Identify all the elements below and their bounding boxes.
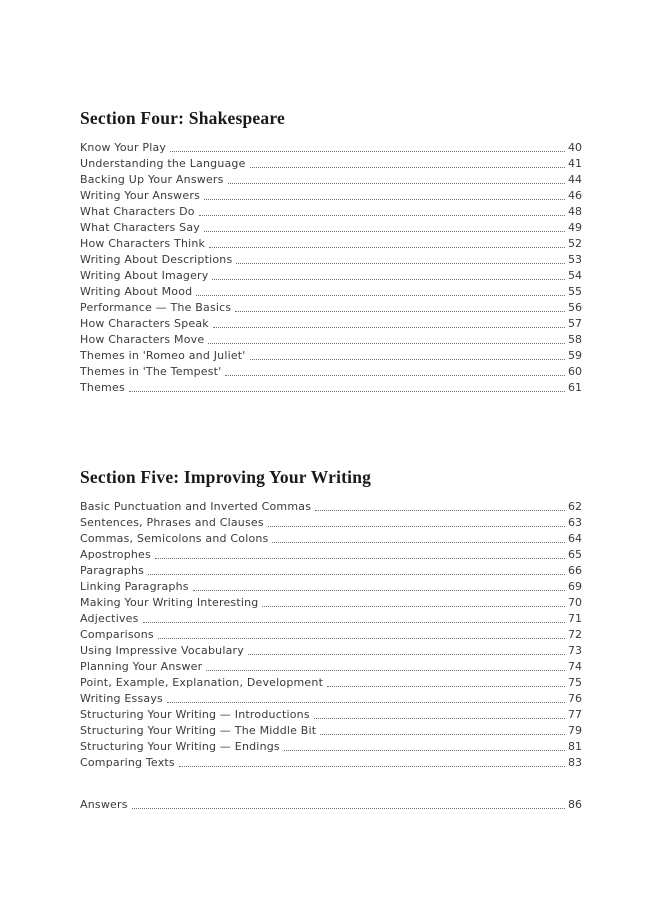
toc-entry-page: 75 — [568, 676, 582, 689]
dot-leader — [209, 247, 565, 248]
toc-entry-label: Commas, Semicolons and Colons — [80, 532, 269, 545]
toc-entry-label: How Characters Think — [80, 237, 206, 250]
dot-leader — [314, 718, 565, 719]
toc-entry — [80, 331, 582, 347]
toc-entry-label: Structuring Your Writing — Introductions — [80, 708, 310, 721]
toc-entry-label: Themes in 'The Tempest' — [80, 365, 222, 378]
dot-leader — [204, 231, 565, 232]
toc-entry-page: 66 — [568, 564, 582, 577]
dot-leader — [212, 279, 565, 280]
toc-entry — [80, 546, 582, 562]
dot-leader — [170, 151, 565, 152]
toc-entry-label: Structuring Your Writing — The Middle Bit — [80, 724, 317, 737]
answers-entry-block — [80, 796, 582, 812]
toc-entry-label: Writing About Imagery — [80, 269, 209, 282]
toc-entry — [80, 155, 582, 171]
toc-entry — [80, 251, 582, 267]
toc-entry — [80, 498, 582, 514]
toc-entry — [80, 642, 582, 658]
toc-entry-label: Know Your Play — [80, 141, 167, 154]
toc-entry — [80, 235, 582, 251]
dot-leader — [167, 702, 565, 703]
dot-leader — [158, 638, 565, 639]
toc-entry — [80, 379, 582, 395]
dot-leader — [272, 542, 565, 543]
toc-entry-page: 59 — [568, 349, 582, 362]
dot-leader — [199, 215, 565, 216]
toc-entry-page: 57 — [568, 317, 582, 330]
section-title: Section Five: Improving Your Writing — [80, 467, 372, 487]
dot-leader — [320, 734, 565, 735]
toc-entry-label: Writing About Mood — [80, 285, 193, 298]
dot-leader — [250, 167, 565, 168]
toc-entry-page: 56 — [568, 301, 582, 314]
toc-entry-page: 46 — [568, 189, 582, 202]
toc-entry-page: 49 — [568, 221, 582, 234]
toc-entry-label: Apostrophes — [80, 548, 151, 561]
toc-entry-label: What Characters Do — [80, 205, 195, 218]
toc-entry-label: Basic Punctuation and Inverted Commas — [80, 500, 312, 513]
toc-entry — [80, 530, 582, 546]
toc-entry-label: Comparisons — [80, 628, 154, 641]
toc-entry-page: 41 — [568, 157, 582, 170]
toc-entry-label: Themes — [80, 381, 125, 394]
dot-leader — [143, 622, 565, 623]
dot-leader — [208, 343, 565, 344]
toc-entry-page: 62 — [568, 500, 582, 513]
dot-leader — [315, 510, 565, 511]
toc-entry-page: 77 — [568, 708, 582, 721]
toc-entry — [80, 283, 582, 299]
toc-section — [80, 467, 582, 770]
toc-entry — [80, 299, 582, 315]
dot-leader — [213, 327, 565, 328]
toc-entry-label: Making Your Writing Interesting — [80, 596, 259, 609]
toc-entry-page: 65 — [568, 548, 582, 561]
dot-leader — [132, 808, 565, 809]
dot-leader — [148, 574, 565, 575]
dot-leader — [129, 391, 565, 392]
toc-entry-label: Adjectives — [80, 612, 139, 625]
toc-entry — [80, 658, 582, 674]
toc-entry-label: Themes in 'Romeo and Juliet' — [80, 349, 246, 362]
toc-entry-page: 74 — [568, 660, 582, 673]
toc-entry-label: Backing Up Your Answers — [80, 173, 224, 186]
toc-entry-page: 64 — [568, 532, 582, 545]
toc-entry-page: 69 — [568, 580, 582, 593]
toc-entry-label: How Characters Move — [80, 333, 205, 346]
dot-leader — [250, 359, 565, 360]
toc-entry-page: 40 — [568, 141, 582, 154]
toc-entry-label: Comparing Texts — [80, 756, 175, 769]
toc-entry-label: Sentences, Phrases and Clauses — [80, 516, 264, 529]
toc-entry-page: 83 — [568, 756, 582, 769]
toc-entry-page: 71 — [568, 612, 582, 625]
toc-entry — [80, 363, 582, 379]
toc-entry — [80, 674, 582, 690]
toc-entry-page: 76 — [568, 692, 582, 705]
toc-entry — [80, 578, 582, 594]
toc-entry — [80, 690, 582, 706]
toc-entry-page: 73 — [568, 644, 582, 657]
toc-entry-page: 70 — [568, 596, 582, 609]
toc-entry-page: 61 — [568, 381, 582, 394]
dot-leader — [268, 526, 565, 527]
toc-entry — [80, 187, 582, 203]
toc-entry-page: 81 — [568, 740, 582, 753]
toc-entry-label: Paragraphs — [80, 564, 145, 577]
toc-entry-page: 44 — [568, 173, 582, 186]
toc-entry — [80, 219, 582, 235]
toc-entry-page: 63 — [568, 516, 582, 529]
dot-leader — [193, 590, 565, 591]
toc-entry — [80, 315, 582, 331]
dot-leader — [206, 670, 565, 671]
dot-leader — [248, 654, 565, 655]
dot-leader — [262, 606, 565, 607]
dot-leader — [155, 558, 565, 559]
toc-entry-label: Writing Essays — [80, 692, 163, 705]
toc-entry — [80, 626, 582, 642]
toc-entry — [80, 754, 582, 770]
toc-entry — [80, 347, 582, 363]
toc-entry-page: 60 — [568, 365, 582, 378]
toc-entry-page: 52 — [568, 237, 582, 250]
dot-leader — [228, 183, 565, 184]
toc-entry-label: Point, Example, Explanation, Development — [80, 676, 324, 689]
dot-leader — [196, 295, 565, 296]
dot-leader — [204, 199, 565, 200]
dot-leader — [327, 686, 565, 687]
toc-entry-label: Answers — [80, 798, 128, 811]
toc-entry — [80, 139, 582, 155]
table-of-contents — [80, 108, 582, 770]
toc-entry — [80, 514, 582, 530]
toc-entry-label: Understanding the Language — [80, 157, 246, 170]
toc-entry-label: Writing Your Answers — [80, 189, 201, 202]
toc-entry — [80, 594, 582, 610]
toc-entry — [80, 562, 582, 578]
toc-entry-label: Writing About Descriptions — [80, 253, 233, 266]
toc-entry-label: Structuring Your Writing — Endings — [80, 740, 280, 753]
toc-entry-page: 86 — [568, 798, 582, 811]
toc-entry — [80, 796, 582, 812]
toc-entry — [80, 738, 582, 754]
dot-leader — [179, 766, 565, 767]
toc-entry — [80, 722, 582, 738]
toc-entry-page: 54 — [568, 269, 582, 282]
toc-entry — [80, 706, 582, 722]
toc-entry-label: What Characters Say — [80, 221, 200, 234]
toc-entry — [80, 267, 582, 283]
toc-section — [80, 108, 582, 395]
toc-entry-label: Linking Paragraphs — [80, 580, 189, 593]
toc-entry-page: 53 — [568, 253, 582, 266]
toc-entry-page: 72 — [568, 628, 582, 641]
dot-leader — [284, 750, 565, 751]
dot-leader — [235, 311, 565, 312]
dot-leader — [225, 375, 565, 376]
toc-entry-page: 48 — [568, 205, 582, 218]
toc-entry-page: 55 — [568, 285, 582, 298]
toc-entry-label: How Characters Speak — [80, 317, 209, 330]
toc-entry-label: Planning Your Answer — [80, 660, 203, 673]
toc-entry-page: 58 — [568, 333, 582, 346]
dot-leader — [236, 263, 565, 264]
toc-entry-label: Performance — The Basics — [80, 301, 232, 314]
toc-entry-label: Using Impressive Vocabulary — [80, 644, 244, 657]
toc-entry-page: 79 — [568, 724, 582, 737]
toc-entry — [80, 203, 582, 219]
toc-entry — [80, 171, 582, 187]
section-title: Section Four: Shakespeare — [80, 108, 285, 128]
toc-entry — [80, 610, 582, 626]
